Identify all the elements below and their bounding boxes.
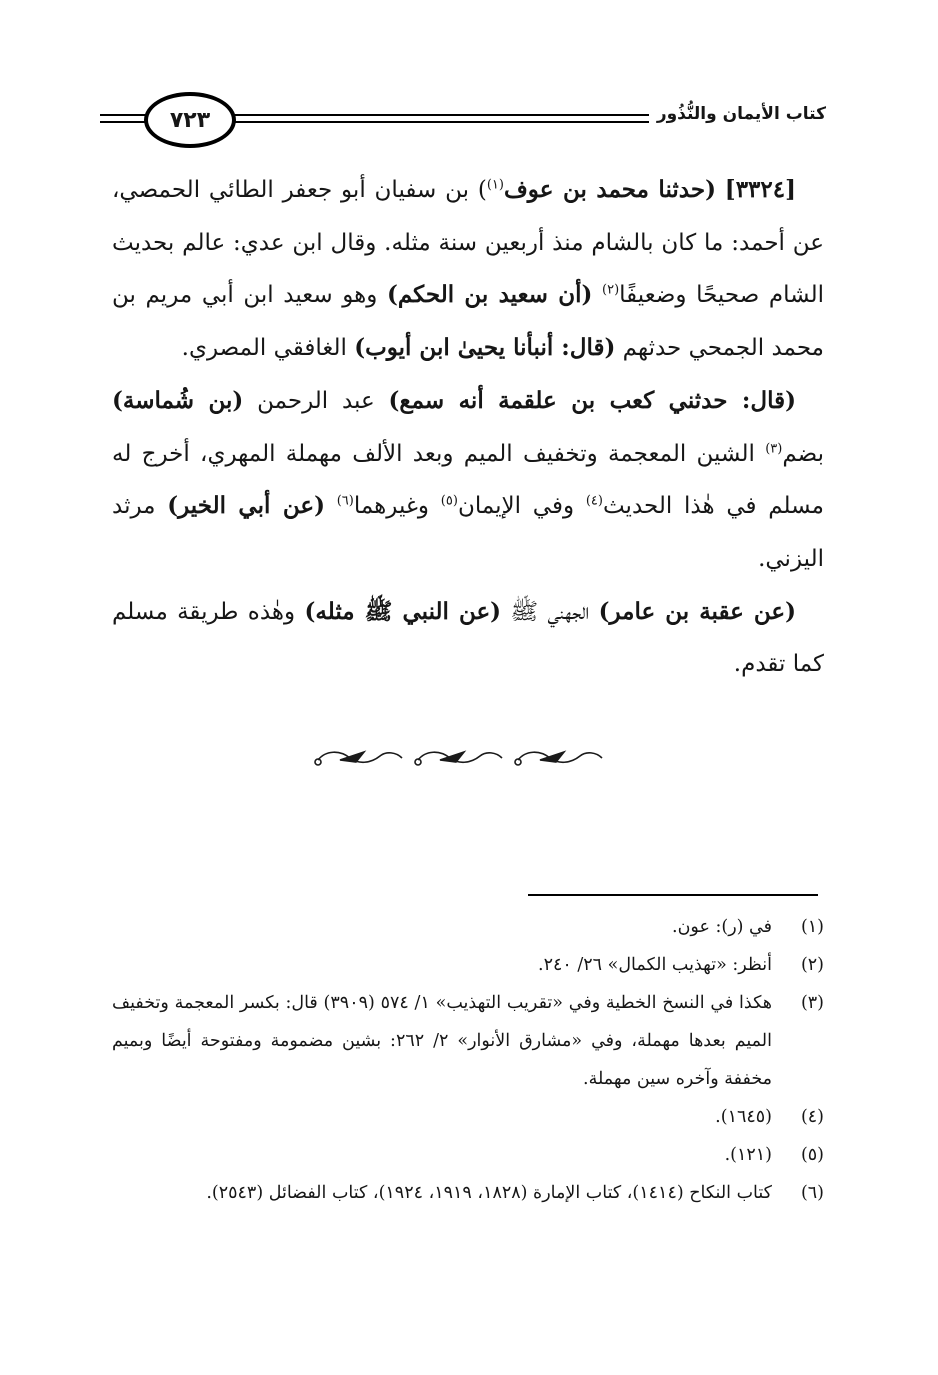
footnote-text: في (ر): عون. [672, 917, 772, 937]
body-text: وهٰذه طريقة مسلم كما تقدم. [112, 598, 824, 678]
footnote-number: (٤) [800, 1107, 824, 1127]
body-text: الشين المعجمة وتخفيف الميم وبعد الألف مهملة المهري، أخرج له مسلم في هٰذا الحديث [112, 440, 825, 520]
section-divider-ornament [310, 744, 610, 772]
bold-text: (قال: حدثني كعب بن علقمة أنه سمع) [388, 386, 797, 414]
page-number: ٧٢٣ [144, 92, 236, 148]
body-text: ) بن سفيان أبو جعفر الطائي الحمصي، عن أحمد: ما كان بالشام منذ أربعين سنة مثله. وقال ابن عدي: عالم بحديث الشام صحيحًا وضعيفًا [112, 177, 824, 309]
footnote-ref-6: (٦) [336, 493, 354, 509]
bold-text: (أن سعيد بن الحكم) [386, 281, 593, 309]
paragraph-ibn-shumasa [112, 375, 824, 586]
body-text: وغيرهما [353, 493, 430, 520]
bold-text: (حدثنا محمد بن عوف [503, 176, 716, 203]
paragraph-3324 [112, 164, 824, 375]
footnote-ref-2: (٢) [602, 282, 620, 298]
footnote-text: (١٦٤٥). [715, 1107, 772, 1127]
footnote-ref-1: (١) [486, 177, 504, 193]
footnote-text: هكذا في النسخ الخطية وفي «تقريب التهذيب» ١/ ٥٧٤ (٣٩٠٩) قال: بكسر المعجمة وتخفيف الميم بعدها مهملة، وفي «مشارق الأنوار» ٢/ ٢٦٢: بشين مضمومة ومفتوحة أيضًا وبميم مخففة وآخره سين مهملة. [112, 993, 772, 1089]
body-text: وهو سعيد ابن أبي مريم بن محمد الجمحي حدثهم [112, 282, 824, 362]
body-text: الغافقي المصري. [181, 335, 347, 362]
body-text: بضم [782, 440, 825, 467]
body-text: وفي الإيمان [457, 493, 575, 520]
footnote-number: (٣) [800, 993, 824, 1013]
bold-text: (قال: أنبأنا يحيىٰ ابن أيوب) [354, 334, 616, 362]
bold-text: (عن أبي الخير) [167, 492, 325, 520]
footnote-text: (١٢١). [724, 1145, 772, 1165]
body-text: عبد الرحمن [257, 387, 375, 414]
footnote-number: (٢) [800, 955, 824, 975]
paragraph-uqba [112, 586, 824, 691]
bold-text: (عن عقبة بن عامر) [598, 597, 796, 625]
footnote-number: (٦) [800, 1183, 824, 1203]
footnote-item [112, 908, 824, 946]
footnote-item [112, 984, 824, 1098]
footnote-separator [528, 894, 818, 896]
hadith-number: [٣٣٢٤] [724, 176, 796, 203]
footnote-ref-3: (٣) [765, 440, 783, 456]
footnote-item [112, 1098, 824, 1136]
bold-text: (عن النبي ﷺ مثله) [304, 597, 502, 625]
footnote-item [112, 1136, 824, 1174]
footnote-number: (٥) [800, 1145, 824, 1165]
footnotes [112, 908, 824, 1212]
footnote-text: كتاب النكاح (١٤١٤)، كتاب الإمارة (١٨٢٨، ١٩١٩، ١٩٢٤)، كتاب الفضائل (٢٥٤٣). [206, 1183, 772, 1203]
ornament-unit [515, 752, 602, 765]
body-text: مرثد اليزني. [112, 493, 824, 572]
footnote-item [112, 1174, 824, 1212]
footnote-item [112, 946, 824, 984]
running-title: كتاب الأيمان والنُّذُور [649, 104, 826, 124]
body-text: الجهني ﷺ [510, 598, 590, 625]
footnote-text: أنظر: «تهذيب الكمال» ٢٦/ ٢٤٠. [537, 955, 772, 975]
footnote-ref-4: (٤) [585, 493, 603, 509]
page-header [100, 92, 826, 148]
bold-text: (بن شُماسة) [112, 386, 244, 414]
footnote-number: (١) [800, 917, 824, 937]
ornament-unit [315, 752, 402, 765]
footnote-ref-5: (٥) [440, 493, 458, 509]
main-text [112, 164, 824, 691]
ornament-unit [415, 752, 502, 765]
